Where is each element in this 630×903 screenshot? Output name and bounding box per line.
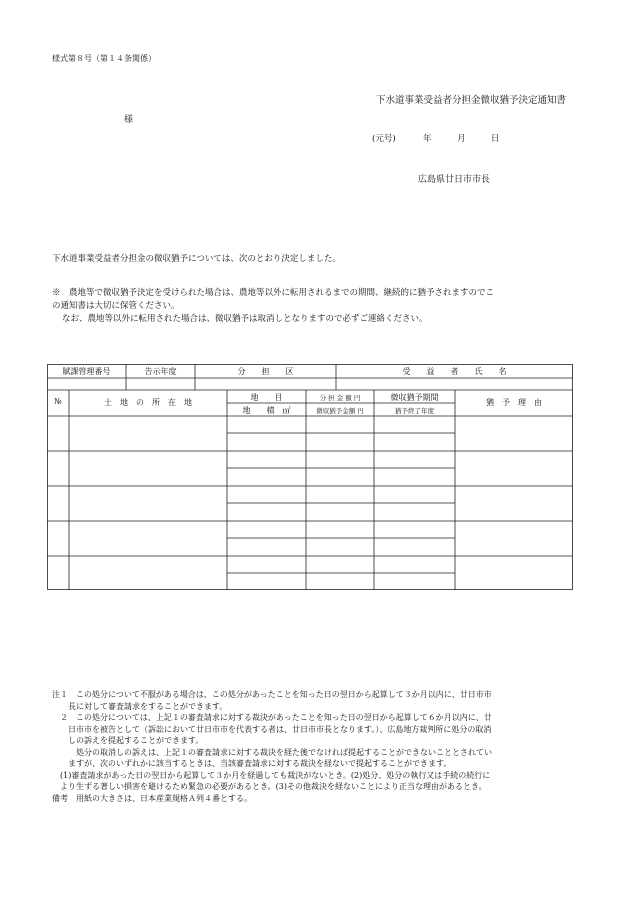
notice-line: ※ 農地等で微収猶予決定を受けられた場合は、農地等以外に転用されるまでの期間、継続的に猶予されますのでこ — [52, 288, 495, 298]
header-reason: 猶 予 理 由 — [486, 398, 542, 407]
date-era: (元号) — [372, 134, 396, 144]
note-line: 処分の取消しの訴えは、上記１の審査請求に対する裁決を経た後でなければ提起することができないこととされてい — [52, 747, 492, 757]
decision-text: 下水道事業受益者分担金の微収猶予については、次のとおり決定しました。 — [52, 254, 341, 264]
header-location: 土 地 の 所 在 地 — [104, 398, 192, 407]
header-no: № — [54, 397, 62, 406]
header-burden-amount: 分 担 金 額 円 — [319, 394, 361, 402]
header-area: 地 積 ㎡ — [242, 406, 291, 415]
date-day: 日 — [490, 134, 500, 144]
note-line: 注１ この処分について不服がある場合は、この処分があったことを知った日の翌日から起算して３か月以内に、廿日市市 — [52, 690, 492, 699]
notes-block — [52, 689, 582, 804]
date-month: 月 — [456, 134, 466, 144]
notice-line: なお、農地等以外に転用された場合は、微収猶予は取消しとなりますので必ずご連絡ください。 — [62, 314, 428, 324]
header-deferral-end: 猶予終了年度 — [395, 407, 434, 415]
header-notice-year: 告示年度 — [144, 367, 177, 376]
deferral-table — [47, 364, 573, 590]
note-line: 長に対して審査請求をすることができます。 — [52, 701, 228, 711]
note-line: 日市市を被告として（訴訟において廿日市市を代表する者は、廿日市市長となります。）、広島地方裁判所に処分の取消 — [52, 724, 492, 734]
note-line: 備考 用紙の大きさは、日本産業規格Ａ列４番とする。 — [52, 793, 252, 803]
header-land-category: 地 目 — [250, 393, 283, 402]
issuer: 広島県廿日市市長 — [418, 175, 491, 185]
header-deferral-period: 微収猶予期間 — [390, 393, 439, 402]
form-number: 様式第８号（第１４条関係） — [52, 54, 156, 63]
note-line: ますが、次のいずれかに該当するときは、当該審査請求に対する裁決を経ないで提起することができます。 — [52, 759, 452, 768]
document-title: 下水道事業受益者分担金微収猶予決定通知書 — [376, 95, 567, 106]
header-burden-area: 分 担 区 — [237, 367, 294, 376]
header-deferred-amount: 微収猶予金額 円 — [316, 407, 364, 415]
recipient-suffix: 様 — [124, 115, 134, 125]
note-line: (1)審査請求があった日の翌日から起算して３か月を経過しても裁決がないとき。(2)処分、処分の執行又は手続の続行に — [52, 770, 491, 780]
issue-date — [372, 132, 499, 144]
date-year: 年 — [423, 134, 432, 144]
note-line: しの訴えを提起することができます。 — [52, 736, 204, 745]
note-line: ２ この処分については、上記１の審査請求に対する裁決があったことを知った日の翌日から起算して６か月以内に、廿 — [52, 713, 492, 722]
header-tax-number: 賦課管理番号 — [62, 367, 111, 376]
notice-block — [52, 287, 580, 326]
note-line: より生ずる著しい損害を避けるため緊急の必要があるとき。(3)その他裁決を経ないことにより正当な理由があるとき。 — [52, 782, 487, 791]
notice-line: の通知書は大切に保管ください。 — [52, 301, 180, 311]
header-beneficiary: 受 益 者 氏 名 — [402, 367, 507, 376]
